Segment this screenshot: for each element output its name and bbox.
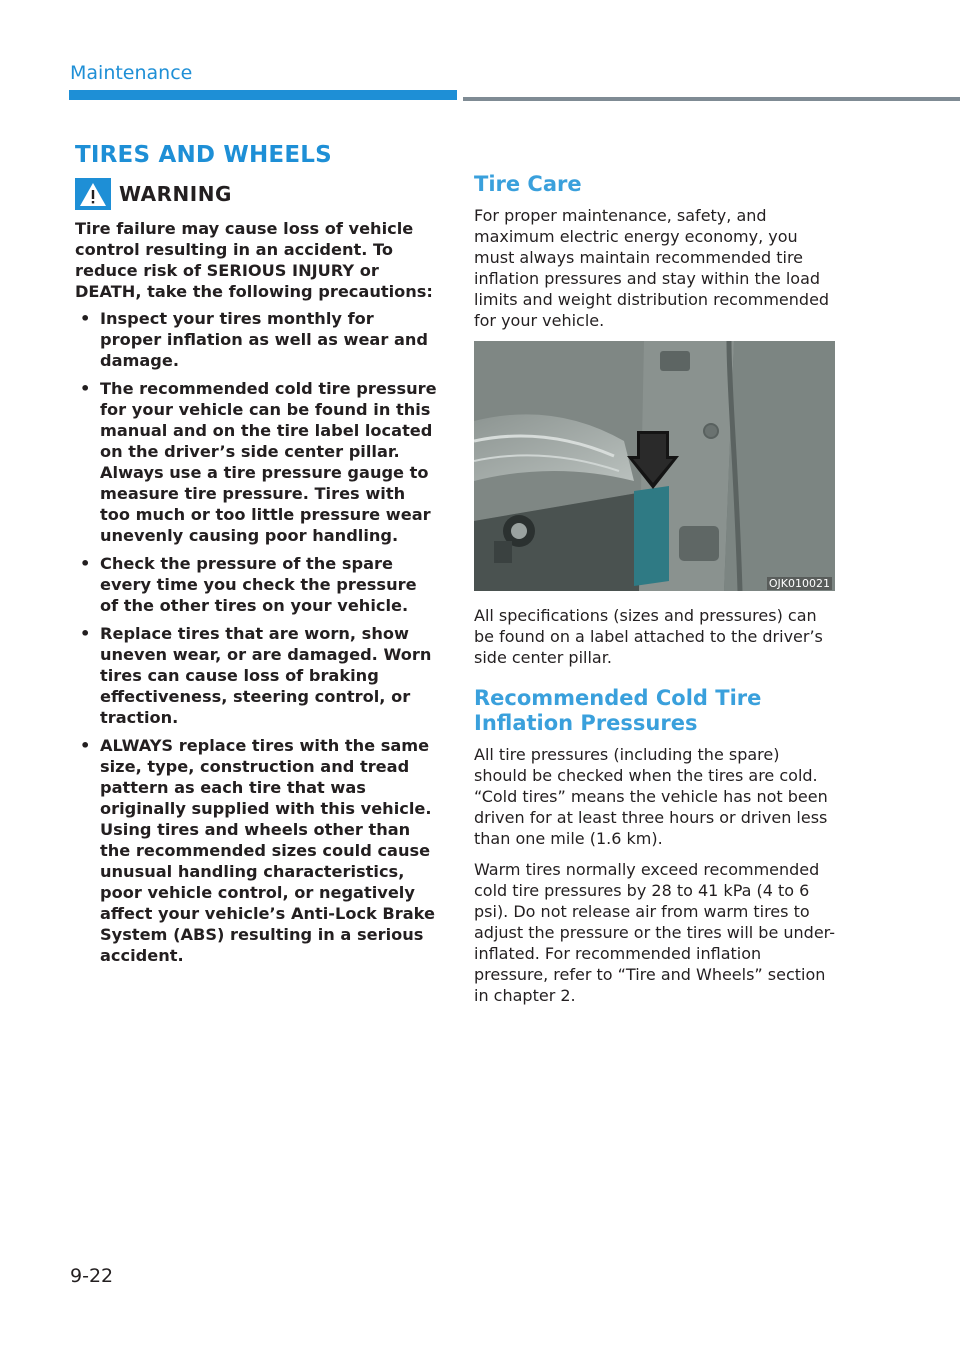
tire-care-text: For proper maintenance, safety, and maximum electric energy economy, you must always maintain recommended tire inflation pressures and stay within the load limits and weight distribution recommended for your vehicle. — [474, 206, 830, 330]
spec-location-text: All specifications (sizes and pressures) can be found on a label attached to the driver’s side center pillar. — [474, 606, 823, 667]
list-item: • Inspect your tires monthly for proper inflation as well as wear and damage. — [80, 309, 429, 370]
page-number: 9-22 — [70, 1265, 114, 1287]
image-code: OJK010021 — [768, 577, 830, 590]
warning-heading — [75, 178, 440, 210]
tire-care-heading: Tire Care — [474, 172, 582, 196]
content-column — [474, 172, 836, 1016]
list-item: • Replace tires that are worn, show uneven wear, or are damaged. Worn tires can cause loss of braking effectiveness, steering control, or traction. — [80, 624, 432, 727]
cold-pressure-text-1: All tire pressures (including the spare) should be checked when the tires are cold. “Cold tires” means the vehicle has not been driven for at least three hours or driven less than one mile (1.6 km). — [474, 745, 828, 848]
warning-label: WARNING — [119, 182, 232, 206]
section-header: Maintenance — [70, 62, 193, 84]
page-title: TIRES AND WHEELS — [75, 142, 332, 168]
door-pillar-illustration — [474, 341, 835, 591]
warning-triangle-icon — [75, 178, 111, 210]
list-item: • The recommended cold tire pressure for your vehicle can be found in this manual and on the tire label located on the driver’s side center pillar. Always use a tire pressure gauge to measure tire pressure. Tires with too much or too little pressure wear unevenly causing poor handling. — [80, 379, 437, 545]
cold-pressure-heading: Recommended Cold Tire Inflation Pressures — [474, 686, 762, 735]
header-rule-gray — [463, 97, 960, 101]
warning-intro: Tire failure may cause loss of vehicle control resulting in an accident. To reduce risk of SERIOUS INJURY or DEATH, take the following precautions: — [75, 219, 433, 301]
warning-column — [75, 142, 440, 973]
pillar-label-photo — [474, 341, 835, 591]
warning-list — [75, 308, 440, 966]
header-rule-blue — [69, 90, 457, 100]
cold-pressure-text-2: Warm tires normally exceed recommended cold tire pressures by 28 to 41 kPa (4 to 6 psi). Do not release air from warm tires to adjust the pressure or the tires will be under-inflated. For recommended inflation pressure, refer to “Tire and Wheels” section in chapter 2. — [474, 860, 835, 1005]
list-item: • Check the pressure of the spare every time you check the pressure of the other tires on your vehicle. — [80, 554, 417, 615]
list-item: • ALWAYS replace tires with the same size, type, construction and tread pattern as each tire that was originally supplied with this vehicle. Using tires and wheels other than the recommended sizes could cause unusual handling characteristics, poor vehicle control, or negatively affect your vehicle’s Anti-Lock Brake System (ABS) resulting in a serious accident. — [80, 736, 435, 965]
